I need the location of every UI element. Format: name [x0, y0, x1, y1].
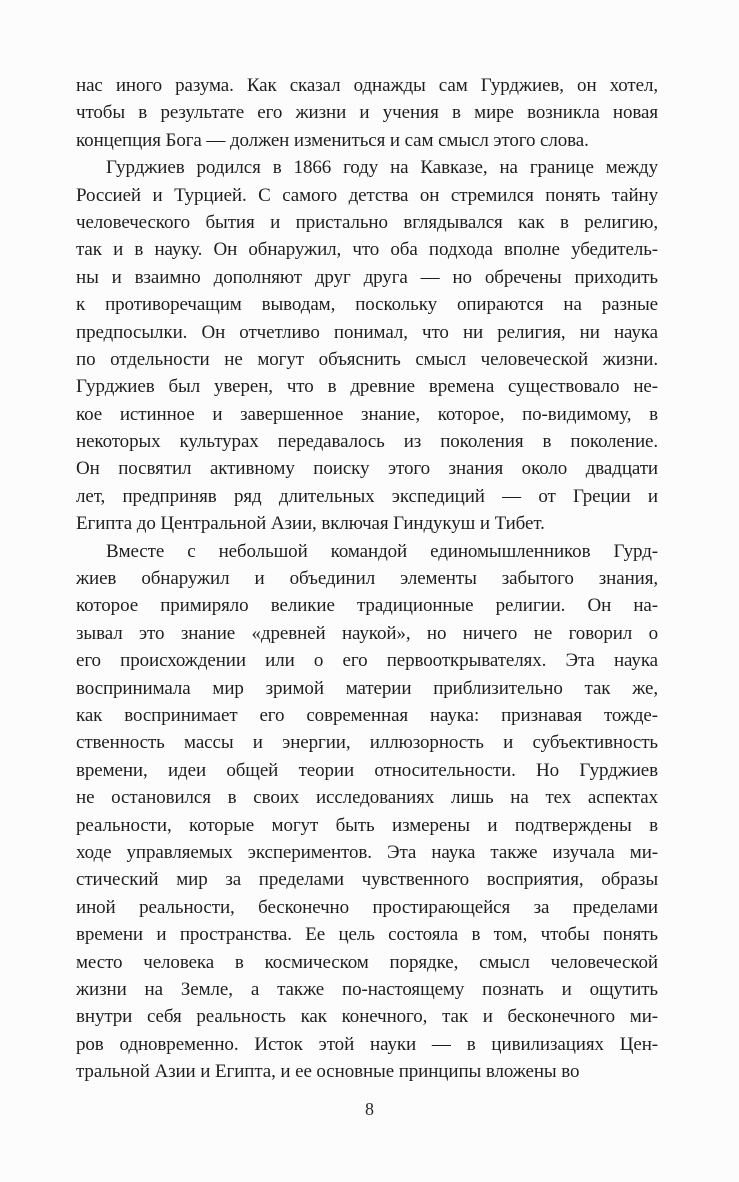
text-line: к противоречащим выводам, поскольку опираются на разные: [76, 294, 658, 316]
text-line: лет, предприняв ряд длительных экспедиций — от Греции и: [76, 485, 658, 507]
text-line: стический мир за пределами чувственного восприятия, образы: [76, 869, 658, 891]
text-line: ходе управляемых экспериментов. Эта наука также изучала ми-: [76, 841, 658, 863]
text-line: как воспринимает его современная наука: признавая тожде-: [76, 704, 658, 726]
text-line: жиев обнаружил и объединил элементы забытого знания,: [76, 568, 658, 590]
text-line: место человека в космическом порядке, смысл человеческой: [76, 951, 658, 973]
text-block: [76, 72, 658, 1085]
text-line: по отдельности не могут объяснить смысл человеческой жизни.: [76, 348, 658, 370]
text-line: реальности, которые могут быть измерены и подтверждены в: [76, 814, 658, 836]
text-line: концепция Бога — должен измениться и сам смысл этого слова.: [76, 129, 589, 151]
text-line: Гурджиев родился в 1866 году на Кавказе, на границе между: [106, 157, 658, 179]
text-line: внутри себя реальность как конечного, так и бесконечного ми-: [76, 1006, 658, 1028]
text-line: воспринимала мир зримой материи приблизительно так же,: [76, 677, 658, 699]
text-line: Египта до Центральной Азии, включая Гиндукуш и Тибет.: [76, 513, 545, 535]
text-line: времени и пространства. Ее цель состояла в том, чтобы понять: [76, 924, 658, 946]
text-line: иной реальности, бесконечно простирающейся за пределами: [76, 896, 658, 918]
text-line: ров одновременно. Исток этой науки — в цивилизациях Цен-: [76, 1033, 658, 1055]
text-line: тральной Азии и Египта, и ее основные принципы вложены во: [76, 1061, 580, 1083]
text-line: чтобы в результате его жизни и учения в мире возникла новая: [76, 102, 658, 124]
text-line: так и в науку. Он обнаружил, что оба подхода вполне убедитель-: [76, 239, 658, 261]
text-line: Россией и Турцией. С самого детства он стремился понять тайну: [76, 184, 658, 206]
text-line: которое примиряло великие традиционные религии. Он на-: [76, 595, 658, 617]
text-line: человеческого бытия и пристально вглядывался как в религию,: [76, 211, 658, 233]
text-line: кое истинное и завершенное знание, которое, по-видимому, в: [76, 403, 658, 425]
text-line: Гурджиев был уверен, что в древние времена существовало не-: [76, 376, 658, 398]
text-line: Вместе с небольшой командой единомышленников Гурд-: [106, 540, 658, 562]
text-line: нас иного разума. Как сказал однажды сам Гурджиев, он хотел,: [76, 75, 658, 96]
text-line: его происхождении или о его первооткрывателях. Эта наука: [76, 650, 658, 672]
text-line: не остановился в своих исследованиях лишь на тех аспектах: [76, 787, 658, 809]
text-line: зывал это знание «древней наукой», но ничего не говорил о: [76, 622, 658, 644]
page-number: 8: [365, 1099, 374, 1119]
text-line: Он посвятил активному поиску этого знания около двадцати: [76, 458, 658, 480]
text-line: ны и взаимно дополняют друг друга — но обречены приходить: [76, 266, 658, 288]
text-line: времени, идеи общей теории относительности. Но Гурджиев: [76, 759, 658, 781]
text-line: предпосылки. Он отчетливо понимал, что ни религия, ни наука: [76, 321, 658, 343]
text-line: ственность массы и энергии, иллюзорность и субъективность: [76, 732, 658, 754]
text-line: жизни на Земле, а также по-настоящему познать и ощутить: [76, 978, 658, 1000]
text-line: некоторых культурах передавалось из поколения в поколение.: [76, 431, 658, 453]
